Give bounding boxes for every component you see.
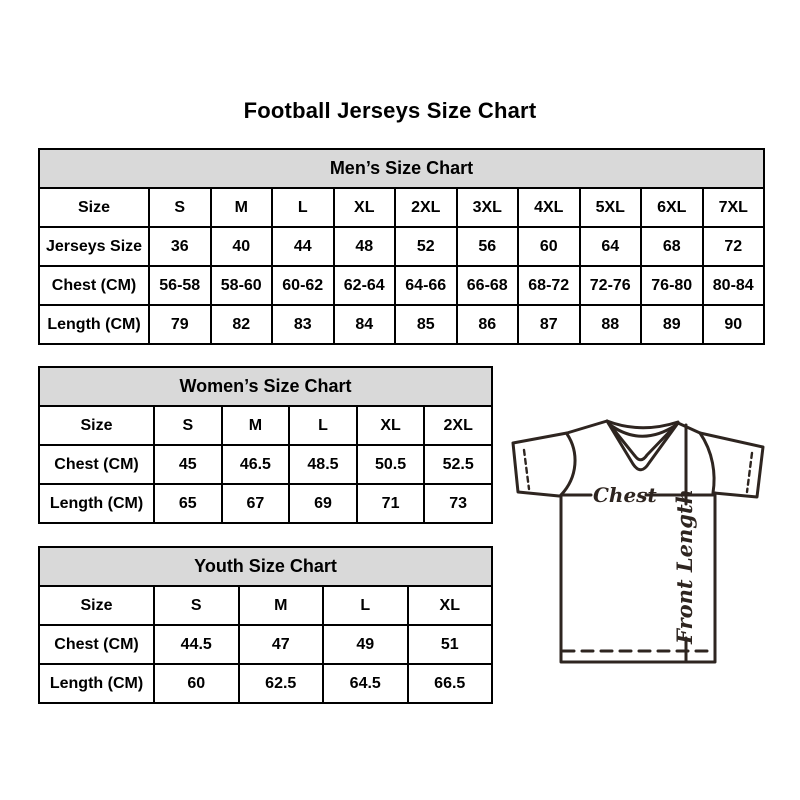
table-cell: 84: [334, 305, 396, 344]
table-cell: 40: [211, 227, 273, 266]
jersey-collar-inner-arc: [609, 424, 676, 436]
table-cell: 67: [222, 484, 290, 523]
jersey-collar-top-arc: [607, 421, 678, 428]
table-cell: 71: [357, 484, 425, 523]
table-cell: 4XL: [518, 188, 580, 227]
table-row: [39, 484, 492, 523]
row-header-cell: Length (CM): [39, 484, 154, 523]
table-cell: 48.5: [289, 445, 357, 484]
womens-size-table: [38, 366, 493, 524]
table-cell: 51: [408, 625, 493, 664]
table-cell: 56: [457, 227, 519, 266]
table-cell: 56-58: [149, 266, 211, 305]
table-cell: 79: [149, 305, 211, 344]
table-cell: 44.5: [154, 625, 239, 664]
table-cell: L: [323, 586, 408, 625]
table-row: [39, 445, 492, 484]
table-row: [39, 227, 764, 266]
table-cell: 52.5: [424, 445, 492, 484]
youth-size-table: [38, 546, 493, 704]
table-cell: 86: [457, 305, 519, 344]
table-cell: S: [149, 188, 211, 227]
jersey-left-sleeve: [513, 433, 567, 496]
jersey-right-armhole-seam: [700, 433, 714, 493]
table-cell: 85: [395, 305, 457, 344]
table-cell: M: [239, 586, 324, 625]
table-cell: 5XL: [580, 188, 642, 227]
table-cell: 76-80: [641, 266, 703, 305]
table-title-row: [39, 149, 764, 188]
right-cuff-dashed-line: [747, 453, 752, 492]
table-cell: 6XL: [641, 188, 703, 227]
table-cell: 72-76: [580, 266, 642, 305]
table-row: [39, 266, 764, 305]
table-cell: 3XL: [457, 188, 519, 227]
table-cell: 65: [154, 484, 222, 523]
table-cell: 88: [580, 305, 642, 344]
table-cell: 2XL: [424, 406, 492, 445]
table-cell: 60-62: [272, 266, 334, 305]
table-cell: 83: [272, 305, 334, 344]
jersey-body-outline: [561, 493, 715, 662]
table-cell: 48: [334, 227, 396, 266]
row-header-cell: Size: [39, 406, 154, 445]
table-row: [39, 305, 764, 344]
row-header-cell: Size: [39, 188, 149, 227]
table-cell: 62.5: [239, 664, 324, 703]
table-cell: L: [289, 406, 357, 445]
row-header-cell: Chest (CM): [39, 266, 149, 305]
youth-table-title: Youth Size Chart: [39, 547, 492, 586]
table-cell: XL: [408, 586, 493, 625]
table-cell: 89: [641, 305, 703, 344]
row-header-cell: Chest (CM): [39, 445, 154, 484]
table-cell: M: [211, 188, 273, 227]
table-title-row: [39, 547, 492, 586]
mens-table-title: Men’s Size Chart: [39, 149, 764, 188]
row-header-cell: Jerseys Size: [39, 227, 149, 266]
table-cell: XL: [334, 188, 396, 227]
jersey-right-shoulder: [678, 423, 700, 433]
table-cell: 62-64: [334, 266, 396, 305]
page-title: Football Jerseys Size Chart: [243, 98, 537, 123]
table-cell: 7XL: [703, 188, 765, 227]
table-cell: 60: [518, 227, 580, 266]
front-length-label: Front Length: [672, 489, 697, 644]
table-cell: 73: [424, 484, 492, 523]
jersey-left-shoulder: [567, 421, 607, 433]
table-cell: 87: [518, 305, 580, 344]
table-cell: 66.5: [408, 664, 493, 703]
jersey-collar-inner-v: [610, 425, 675, 460]
jersey-left-armhole-seam: [561, 434, 575, 495]
table-cell: S: [154, 406, 222, 445]
table-cell: 69: [289, 484, 357, 523]
jersey-right-sleeve: [700, 433, 763, 497]
table-row: [39, 586, 492, 625]
table-cell: L: [272, 188, 334, 227]
table-cell: S: [154, 586, 239, 625]
table-cell: 36: [149, 227, 211, 266]
table-row: [39, 188, 764, 227]
table-cell: 80-84: [703, 266, 765, 305]
table-cell: 90: [703, 305, 765, 344]
table-cell: 64.5: [323, 664, 408, 703]
table-cell: 82: [211, 305, 273, 344]
table-row: [39, 406, 492, 445]
table-cell: 68: [641, 227, 703, 266]
row-header-cell: Size: [39, 586, 154, 625]
table-cell: 44: [272, 227, 334, 266]
row-header-cell: Chest (CM): [39, 625, 154, 664]
table-cell: 60: [154, 664, 239, 703]
table-cell: 64-66: [395, 266, 457, 305]
mens-size-table: [38, 148, 765, 345]
table-row: [39, 664, 492, 703]
table-cell: 2XL: [395, 188, 457, 227]
table-cell: 47: [239, 625, 324, 664]
womens-table-title: Women’s Size Chart: [39, 367, 492, 406]
table-cell: M: [222, 406, 290, 445]
table-cell: 66-68: [457, 266, 519, 305]
table-cell: 72: [703, 227, 765, 266]
table-cell: XL: [357, 406, 425, 445]
table-cell: 64: [580, 227, 642, 266]
row-header-cell: Length (CM): [39, 664, 154, 703]
table-cell: 58-60: [211, 266, 273, 305]
table-row: [39, 625, 492, 664]
table-cell: 49: [323, 625, 408, 664]
row-header-cell: Length (CM): [39, 305, 149, 344]
table-title-row: [39, 367, 492, 406]
table-cell: 50.5: [357, 445, 425, 484]
table-cell: 46.5: [222, 445, 290, 484]
jersey-collar-outer-v: [607, 421, 678, 470]
table-cell: 45: [154, 445, 222, 484]
table-cell: 68-72: [518, 266, 580, 305]
chest-label: Chest: [593, 483, 657, 507]
table-cell: 52: [395, 227, 457, 266]
left-cuff-dashed-line: [524, 450, 529, 489]
